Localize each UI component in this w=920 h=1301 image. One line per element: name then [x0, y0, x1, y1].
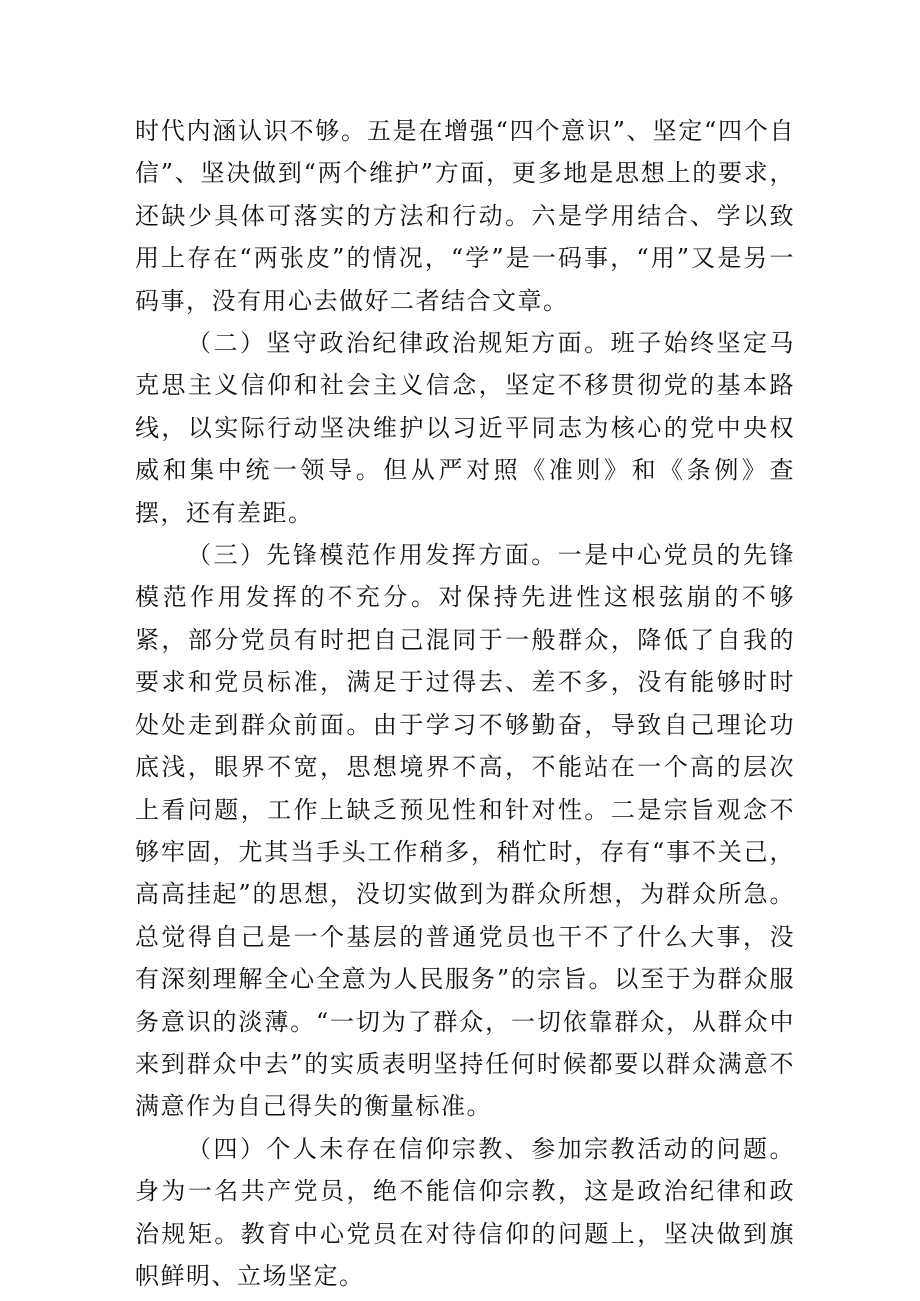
paragraph-section-2: （二）坚守政治纪律政治规矩方面。班子始终坚定马克思主义信仰和社会主义信念，坚定不移贯彻党的基本路线，以实际行动坚决维护以习近平同志为核心的党中央权威和集中统一领导。但从严对照《准则》和《条例》查摆，还有差距。 [135, 329, 795, 527]
paragraph-section-3: （三）先锋模范作用发挥方面。一是中心党员的先锋模范作用发挥的不充分。对保持先进性这根弦崩的不够紧，部分党员有时把自己混同于一般群众，降低了自我的要求和党员标准，满足于过得去、差不多，没有能够时时处处走到群众前面。由于学习不够勤奋，导致自己理论功底浅，眼界不宽，思想境界不高，不能站在一个高的层次上看问题，工作上缺乏预见性和针对性。二是宗旨观念不够牢固，尤其当手头工作稍多，稍忙时，存有“事不关己，高高挂起”的思想，没切实做到为群众所想，为群众所急。总觉得自己是一个基层的普通党员也干不了什么大事，没有深刻理解全心全意为人民服务”的宗旨。以至于为群众服务意识的淡薄。“一切为了群众，一切依靠群众，从群众中来到群众中去”的实质表明坚持任何时候都要以群众满意不满意作为自己得失的衡量标准。 [135, 541, 795, 1121]
paragraph-section-4: （四）个人未存在信仰宗教、参加宗教活动的问题。身为一名共产党员，绝不能信仰宗教，这是政治纪律和政治规矩。教育中心党员在对待信仰的问题上，坚决做到旗帜鲜明、立场坚定。 [135, 1134, 795, 1290]
paragraph-intro-continuation: 时代内涵认识不够。五是在增强“四个意识”、坚定“四个自信”、坚决做到“两个维护”方面，更多地是思想上的要求，还缺少具体可落实的方法和行动。六是学用结合、学以致用上存在“两张皮”的情况，“学”是一码事，“用”又是另一码事，没有用心去做好二者结合文章。 [135, 117, 795, 315]
document-body [135, 110, 795, 1297]
